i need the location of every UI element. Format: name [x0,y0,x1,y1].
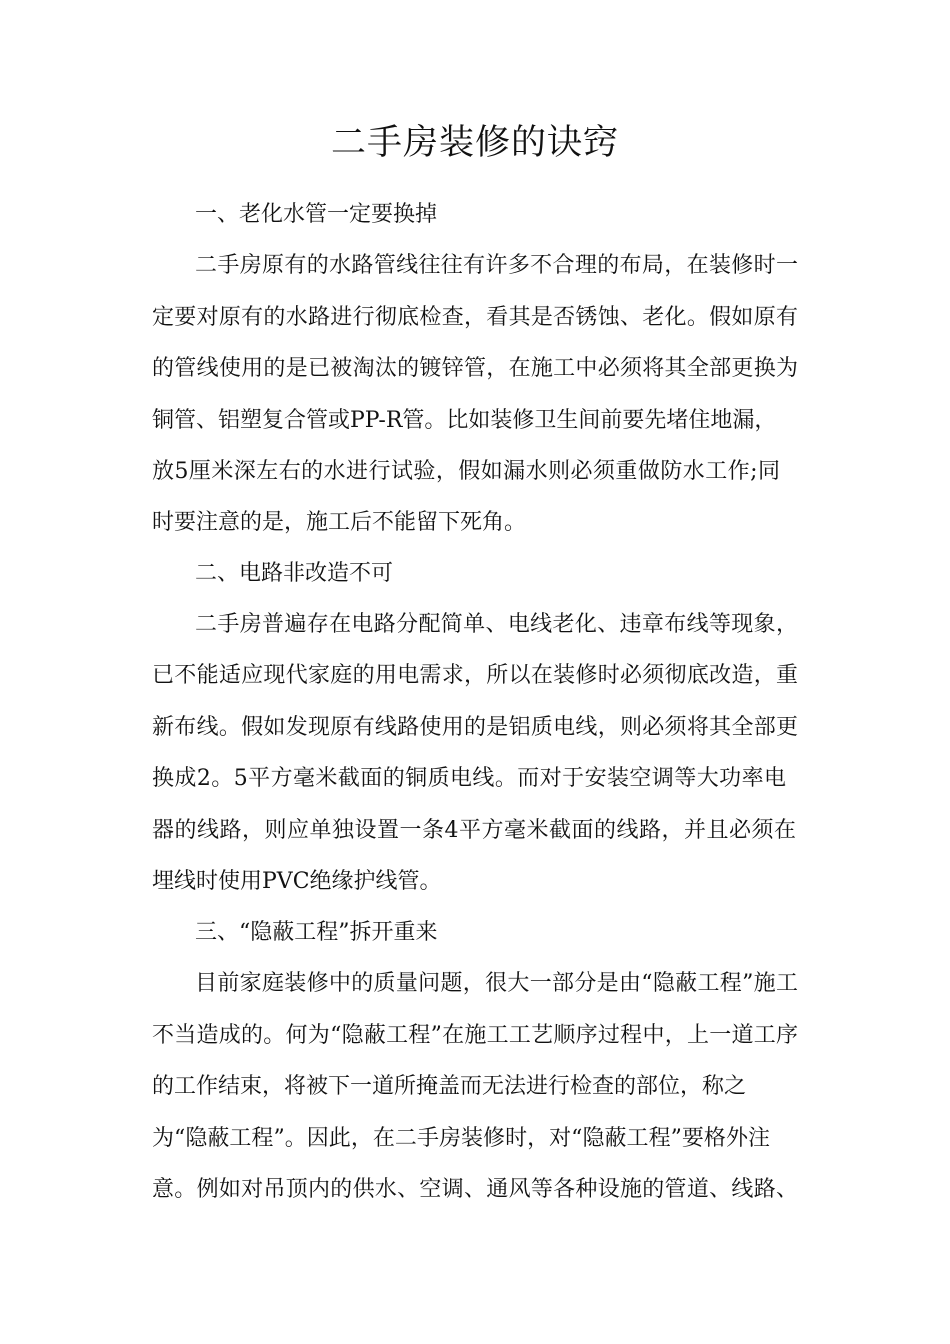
body-line: 铜管、铝塑复合管或PP-R管。比如装修卫生间前要先堵住地漏， [152,408,777,433]
body-line: 已不能适应现代家庭的用电需求，所以在装修时必须彻底改造，重 [152,663,798,688]
body-line: 器的线路，则应单独设置一条4平方毫米截面的线路，并且必须在 [152,818,796,843]
body-line: 埋线时使用PVC绝缘护线管。 [152,869,442,894]
body-line: 换成2。5平方毫米截面的铜质电线。而对于安装空调等大功率电 [152,766,786,791]
body-line: 放5厘米深左右的水进行试验，假如漏水则必须重做防水工作;同 [152,459,780,484]
body-line: 不当造成的。何为“隐蔽工程”在施工工艺顺序过程中，上一道工序 [152,1023,798,1048]
section-heading-2: 二、电路非改造不可 [195,561,394,586]
body-line: 目前家庭装修中的质量问题，很大一部分是由“隐蔽工程”施工 [195,971,798,996]
body-line: 二手房普遍存在电路分配简单、电线老化、违章布线等现象， [195,612,798,637]
body-line: 二手房原有的水路管线往往有许多不合理的布局，在装修时一 [195,253,798,278]
section-heading-1: 一、老化水管一定要换掉 [195,202,438,227]
body-line: 的管线使用的是已被淘汰的镀锌管，在施工中必须将其全部更换为 [152,356,798,381]
body-line: 为“隐蔽工程”。因此，在二手房装修时，对“隐蔽工程”要格外注 [152,1126,770,1151]
body-line: 的工作结束，将被下一道所掩盖而无法进行检查的部位，称之 [152,1074,747,1099]
document-title: 二手房装修的诀窍 [330,123,619,163]
body-line: 新布线。假如发现原有线路使用的是铝质电线，则必须将其全部更 [152,715,798,740]
body-line: 时要注意的是，施工后不能留下死角。 [152,510,527,535]
body-line: 定要对原有的水路进行彻底检查，看其是否锈蚀、老化。假如原有 [152,305,798,330]
section-heading-3: 三、“隐蔽工程”拆开重来 [195,920,438,945]
body-line: 意。例如对吊顶内的供水、空调、通风等各种设施的管道、线路、 [152,1177,798,1202]
